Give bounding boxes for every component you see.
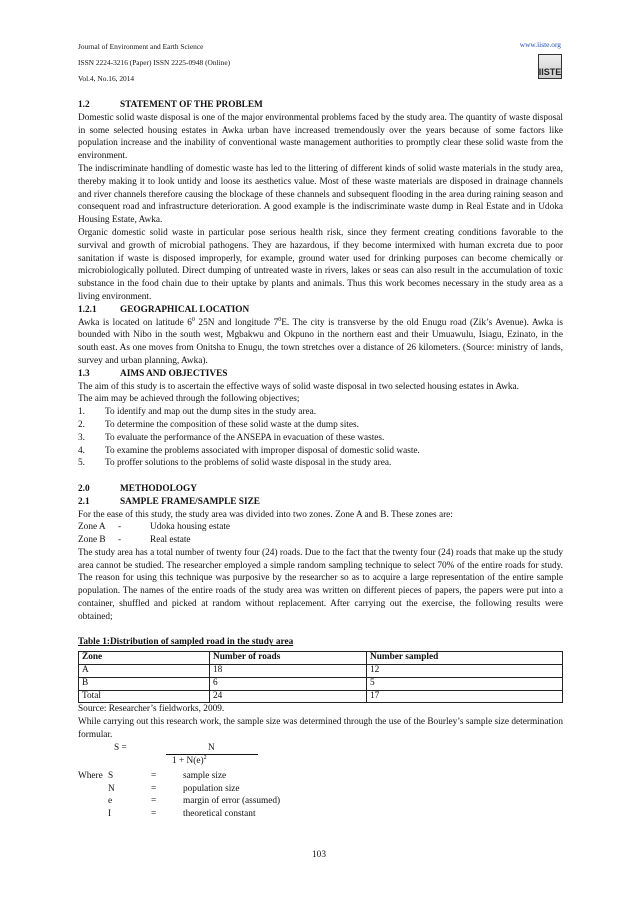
section-title: AIMS AND OBJECTIVES xyxy=(120,368,228,379)
where-equals: = xyxy=(151,796,157,807)
list-number: 1. xyxy=(78,407,85,418)
issn-line: ISSN 2224-3216 (Paper) ISSN 2225-0948 (Online) xyxy=(78,58,231,67)
where-symbol: S xyxy=(108,770,114,781)
paragraph: For the ease of this study, the study area was divided into two zones. Zone A and B. These zones are: xyxy=(78,509,453,520)
table-cell: 6 xyxy=(210,677,367,690)
table-cell: 24 xyxy=(210,690,367,703)
list-item xyxy=(78,419,563,432)
roads-table xyxy=(78,651,563,703)
zone-label: Zone A xyxy=(78,522,106,533)
section-number: 2.0 xyxy=(78,483,90,494)
volume-line: Vol.4, No.16, 2014 xyxy=(78,74,135,83)
where-meaning: sample size xyxy=(183,770,227,781)
journal-title: Journal of Environment and Earth Science xyxy=(78,42,204,51)
list-text: To determine the composition of these solid waste at the dump sites. xyxy=(105,419,359,430)
where-equals: = xyxy=(151,783,157,794)
where-label xyxy=(78,783,108,796)
list-text: To examine the problems associated with improper disposal of domestic solid waste. xyxy=(105,445,420,456)
where-equals: = xyxy=(151,809,157,820)
zone-label: Zone B xyxy=(78,535,106,546)
table-cell: A xyxy=(79,665,210,678)
section-title: METHODOLOGY xyxy=(120,483,197,494)
heading-2-1 xyxy=(78,496,563,509)
spacer xyxy=(78,624,563,637)
section-number: 1.3 xyxy=(78,368,90,379)
table-row xyxy=(79,665,563,678)
iiste-logo xyxy=(538,54,562,79)
where-row xyxy=(78,795,563,808)
where-label xyxy=(78,795,108,808)
denominator-exponent: 2 xyxy=(203,754,207,761)
list-item xyxy=(78,445,563,458)
section-title: STATEMENT OF THE PROBLEM xyxy=(120,100,263,110)
table-header-cell: Zone xyxy=(79,652,210,665)
table-row xyxy=(79,690,563,703)
paragraph-location xyxy=(78,317,563,368)
where-row xyxy=(78,770,563,783)
list-item xyxy=(78,457,563,470)
list-text: To evaluate the performance of the ANSEPA in evacuation of these wastes. xyxy=(105,432,385,443)
zone-name: Udoka housing estate xyxy=(150,522,231,533)
objectives-list xyxy=(78,406,563,470)
where-meaning: margin of error (assumed) xyxy=(183,796,281,807)
paragraph: Domestic solid waste disposal is one of the major environmental problems faced by the study area. The quantity of waste disposal in some selected housing estates in Awka urban have increased tremendously over the years because of some factors like population increase and the inability of conventional waste management authorities to promptly clear these solid waste from the environment. xyxy=(78,112,563,162)
paragraph: The indiscriminate handling of domestic waste has led to the littering of different kinds of solid waste materials in the study area, thereby making it to look untidy and loose its aesthetics value. Most of these waste materials are disposed in drainage channels and river channels therefore causing the blockage of these channels and subsequent flooding in the area during raining season and consequent road and infrastructure deterioration. A good example is the indiscriminate waste dump in Real Estate and in Udoka Housing Estate, Awka. xyxy=(78,163,563,226)
paragraph: While carrying out this research work, the sample size was determined through the use of the Bourley’s sample size determination formular. xyxy=(78,717,563,741)
text-run: E. The city is transverse by the old Enugu road (Zik’s Avenue). Awka is bounded with Nibo in the south west, Mgbakwu and Okpuno in the northern east and their Umuawulu, Isiagu, Ezinato, in the south east. As one moves from Onitsha to Enugu, the town stretches over a distance of 26 kilometers. (Source: ministry of lands, survey and urban planning, Awka). xyxy=(78,317,563,366)
article-body xyxy=(78,99,563,821)
table-header-cell: Number sampled xyxy=(367,652,563,665)
list-item xyxy=(78,406,563,419)
text-run: 25N and longitude 7 xyxy=(194,317,279,328)
degree-sup: 0 xyxy=(278,316,282,323)
table-header-row xyxy=(79,652,563,665)
heading-1-2 xyxy=(78,99,563,112)
where-meaning: theoretical constant xyxy=(183,809,256,820)
degree-sup: 0 xyxy=(191,316,195,323)
formula-denominator xyxy=(172,755,207,768)
section-number: 1.2.1 xyxy=(78,304,97,315)
where-label xyxy=(78,808,108,821)
zone-dash: - xyxy=(118,522,122,533)
logo-text: IISTE xyxy=(538,67,562,77)
heading-1-3 xyxy=(78,368,563,381)
paragraph: Organic domestic solid waste in particular pose serious health risk, since they ferment creating conditions favorable to the survival and growth of microbial pathogens. They are hazardous, if they become intermixed with human excreta due to poor sanitation if waste is disposed improperly, for example, ground water used for drinking purposes can become chemically or microbiologically polluted. Direct dumping of untreated waste in rivers, lakes or seas can also result in the accumulation of toxic substance in the food chain due to their uptake by plants and animals. Thus this work becomes necessary in the study area as a living environment. xyxy=(78,227,563,302)
where-equals: = xyxy=(151,770,157,781)
section-title: GEOGRAPHICAL LOCATION xyxy=(120,304,250,315)
list-text: To proffer solutions to the problems of solid waste disposal in the study area. xyxy=(105,458,392,469)
list-item xyxy=(78,432,563,445)
table-row xyxy=(79,677,563,690)
where-symbol: N xyxy=(108,783,115,794)
denominator-text: 1 + N(e) xyxy=(172,755,204,766)
table-header-cell: Number of roads xyxy=(210,652,367,665)
table-cell: 5 xyxy=(367,677,563,690)
where-row xyxy=(78,808,563,821)
where-label: Where xyxy=(78,770,103,781)
heading-2-0 xyxy=(78,483,563,496)
journal-url-link[interactable]: www.iiste.org xyxy=(519,40,561,49)
section-number: 1.2 xyxy=(78,100,90,110)
table-cell: 12 xyxy=(367,665,563,678)
page-number: 103 xyxy=(312,850,326,860)
table-source: Source: Researcher’s fieldworks, 2009. xyxy=(78,704,225,715)
zone-row xyxy=(78,534,563,547)
where-list xyxy=(78,770,563,821)
paragraph: The aim of this study is to ascertain the effective ways of solid waste disposal in two selected housing estates in Awka. xyxy=(78,381,519,392)
table-cell: 18 xyxy=(210,665,367,678)
heading-1-2-1 xyxy=(78,304,563,317)
paragraph: The aim may be achieved through the following objectives; xyxy=(78,394,300,405)
formula-numerator: N xyxy=(208,742,215,753)
section-title: SAMPLE FRAME/SAMPLE SIZE xyxy=(120,496,260,507)
table-cell: B xyxy=(79,677,210,690)
text-run: Awka is located on latitude 6 xyxy=(78,317,192,328)
zone-row xyxy=(78,521,563,534)
table-cell: 17 xyxy=(367,690,563,703)
list-number: 3. xyxy=(78,432,85,443)
sample-size-formula xyxy=(78,742,563,770)
where-symbol: e xyxy=(108,796,113,807)
list-number: 5. xyxy=(78,458,85,469)
paragraph: The study area has a total number of twenty four (24) roads. Due to the fact that the twenty four (24) roads that make up the study area cannot be studied. The researcher employed a simple random sampling technique to select 70% of the entire roads for study. The reason for using this technique was purposive by the researcher so as to acquire a large representation of the entire sample population. The names of the entire roads of the study area was written on different pieces of papers, the papers were put into a container, shuffled and picked at random without replacement. After carrying out the exercise, the following results were obtained; xyxy=(78,547,563,622)
zone-dash: - xyxy=(118,535,122,546)
table-caption: Table 1:Distribution of sampled road in the study area xyxy=(78,637,294,648)
table-cell: Total xyxy=(79,690,210,703)
formula-lhs: S = xyxy=(114,742,127,753)
where-row xyxy=(78,783,563,796)
section-number: 2.1 xyxy=(78,496,90,507)
list-text: To identify and map out the dump sites in the study area. xyxy=(105,407,317,418)
zone-name: Real estate xyxy=(150,535,191,546)
list-number: 2. xyxy=(78,419,85,430)
where-symbol: I xyxy=(108,809,112,820)
where-meaning: population size xyxy=(183,783,240,794)
list-number: 4. xyxy=(78,445,85,456)
spacer xyxy=(78,470,563,483)
